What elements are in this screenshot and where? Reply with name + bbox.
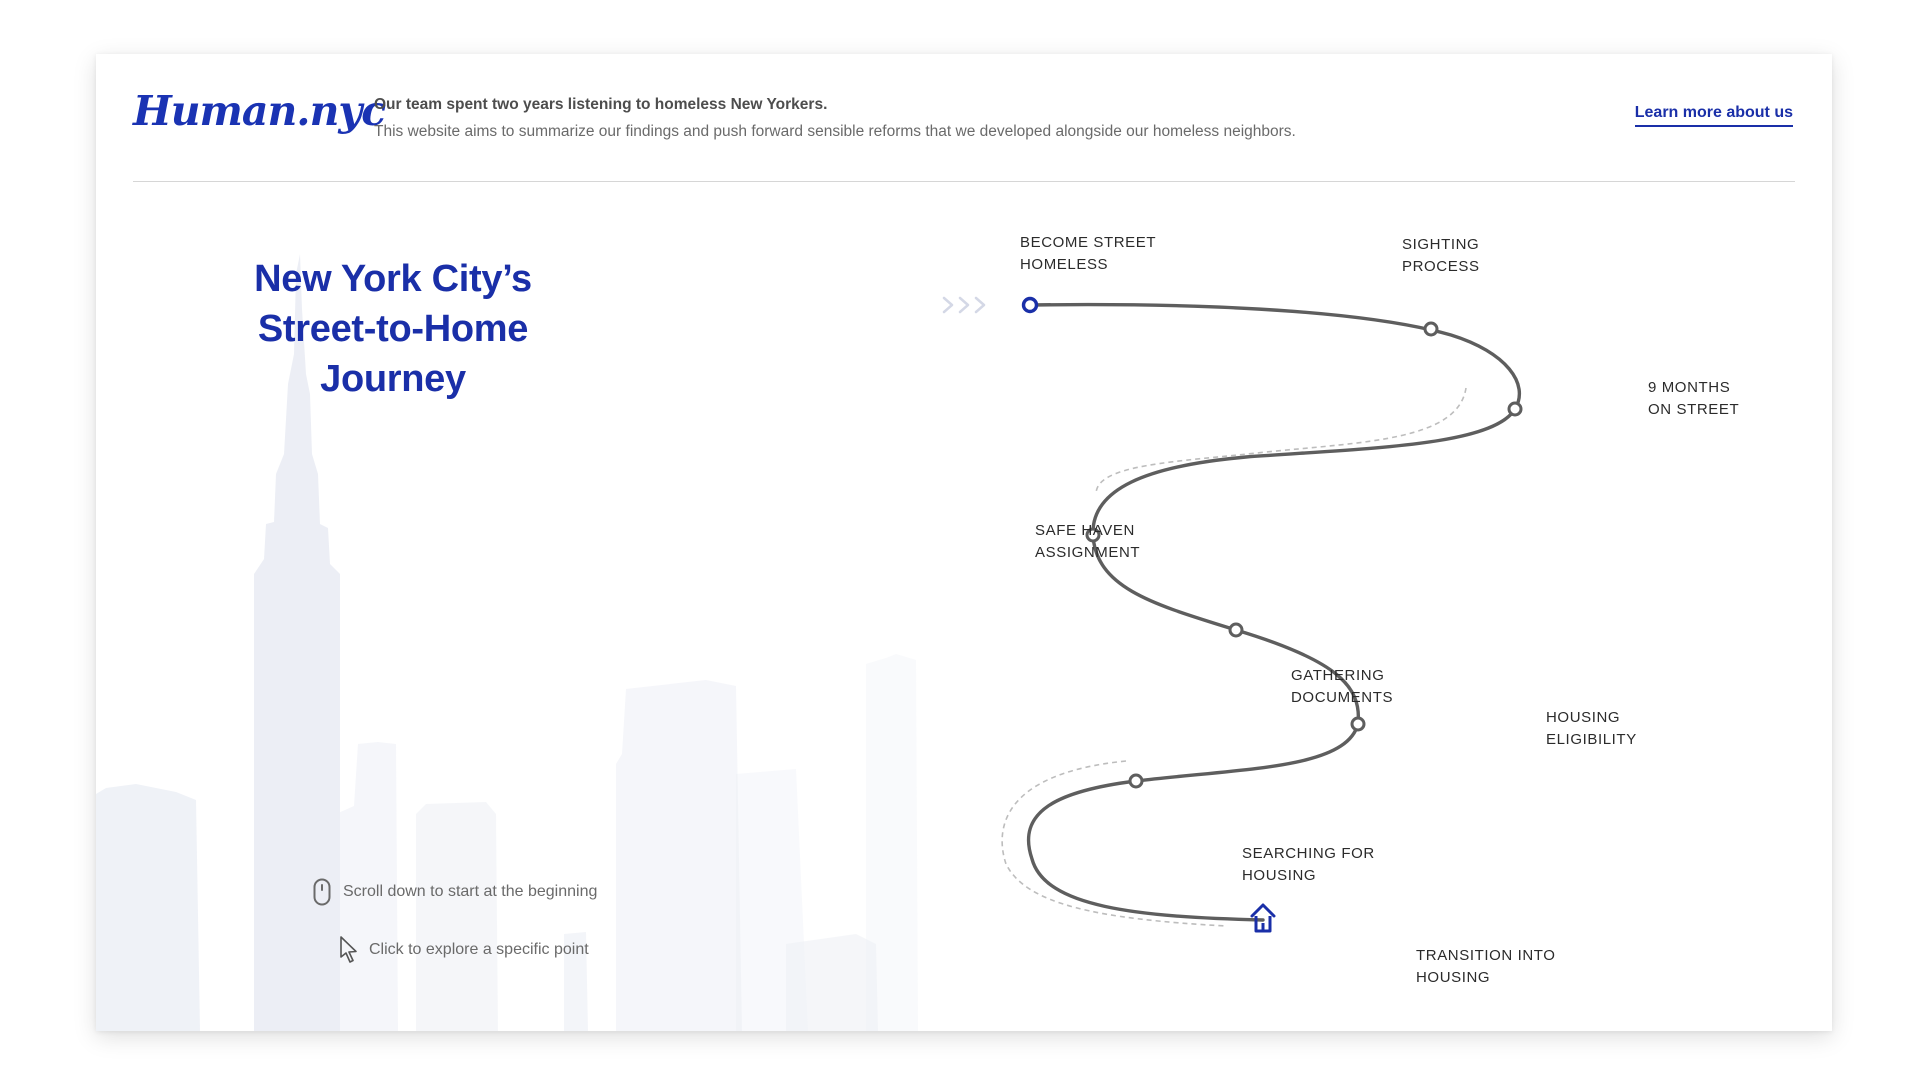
stop-label-9-months-on-street[interactable]: 9 MONTHS ON STREET xyxy=(1648,379,1740,418)
stop-label-become-street-homeless[interactable]: BECOME STREET HOMELESS xyxy=(1020,234,1157,273)
stop-label-safe-haven-assignment[interactable]: SAFE HAVEN ASSIGNMENT xyxy=(1035,522,1141,561)
house-icon[interactable] xyxy=(1252,905,1274,931)
scroll-hint-text: Scroll down to start at the beginning xyxy=(343,883,598,900)
journey-map xyxy=(96,54,1832,1031)
intro-headline: Our team spent two years listening to homeless New Yorkers. xyxy=(374,96,828,113)
journey-node-gathering-documents[interactable] xyxy=(1230,624,1242,636)
journey-node-housing-eligibility[interactable] xyxy=(1352,718,1364,730)
journey-shortcut-upper xyxy=(1096,388,1466,494)
page-card xyxy=(96,54,1832,1031)
stop-label-transition-into-housing[interactable]: TRANSITION INTO HOUSING xyxy=(1416,947,1556,986)
stop-label-searching-for-housing[interactable]: SEARCHING FOR HOUSING xyxy=(1242,845,1375,884)
page-title-line-2: Street-to-Home Journey xyxy=(257,308,529,400)
page-title-line-1: New York City’s xyxy=(254,258,532,300)
stop-label-housing-eligibility[interactable]: HOUSING ELIGIBILITY xyxy=(1546,709,1637,748)
logo-wordmark: Human.nyc xyxy=(133,87,386,135)
intro-description: This website aims to summarize our findings and push forward sensible reforms that we developed alongside our homeless neighbors. xyxy=(374,123,1296,140)
click-hint-text: Click to explore a specific point xyxy=(369,941,589,958)
learn-more-link[interactable]: Learn more about us xyxy=(1635,104,1793,127)
stop-label-sighting-process[interactable]: SIGHTING PROCESS xyxy=(1402,236,1480,275)
journey-node-sighting-process[interactable] xyxy=(1425,323,1437,335)
journey-node-searching-for-housing[interactable] xyxy=(1130,775,1142,787)
chevrons-right-icon xyxy=(944,298,984,312)
journey-node-9-months-on-street[interactable] xyxy=(1509,403,1521,415)
journey-node-become-street-homeless[interactable] xyxy=(1024,299,1037,312)
journey-path xyxy=(1029,305,1520,920)
stop-label-gathering-documents[interactable]: GATHERING DOCUMENTS xyxy=(1291,667,1394,706)
